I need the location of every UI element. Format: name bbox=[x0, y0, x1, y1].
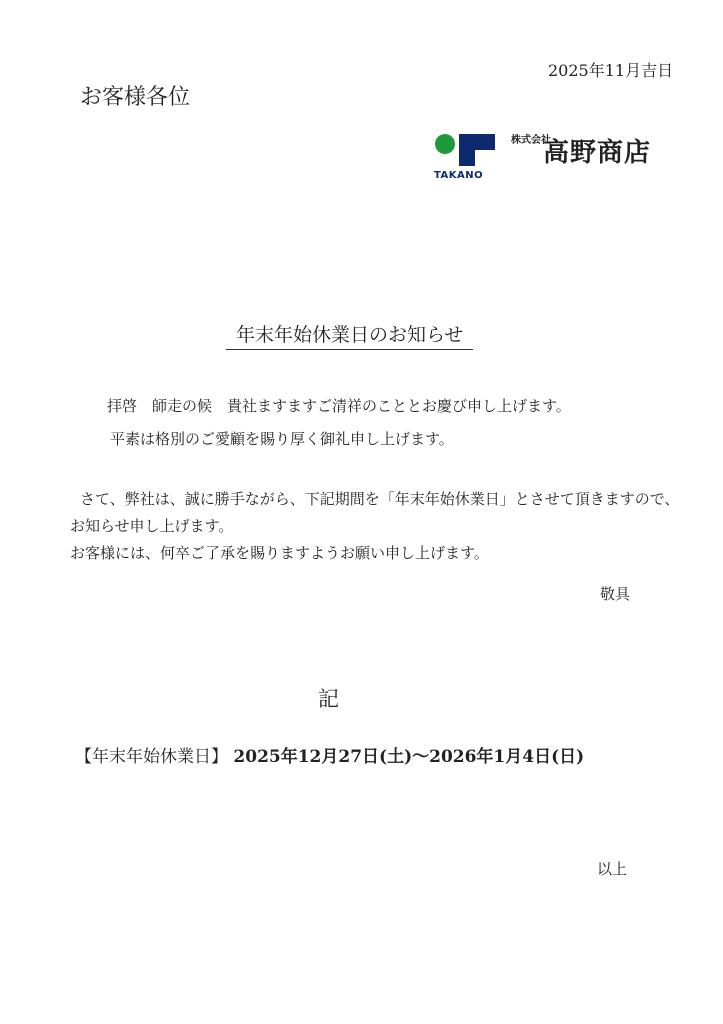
takano-logo-icon bbox=[433, 131, 497, 183]
letter-date: 2025年11月吉日 bbox=[548, 61, 674, 80]
body-line-3: お客様には、何卒ご了承を賜りますようお願い申し上げます。 bbox=[70, 544, 489, 562]
holiday-period bbox=[75, 742, 584, 767]
greeting-paragraph: 拝啓 師走の候 貴社ますますご清祥のこととお慶び申し上げます。 bbox=[107, 397, 571, 415]
letter-title: 年末年始休業日のお知らせ bbox=[226, 320, 473, 350]
logo-t-top-shape bbox=[459, 134, 495, 150]
logo-t-stem-shape bbox=[459, 149, 475, 166]
ki-heading: 記 bbox=[318, 687, 339, 711]
holiday-dates: 2025年12月27日(土)～2026年1月4日(日) bbox=[233, 747, 585, 767]
logo-circle-shape bbox=[435, 134, 455, 154]
thanks-paragraph: 平素は格別のご愛顧を賜り厚く御礼申し上げます。 bbox=[110, 430, 454, 448]
logo-mark-text: TAKANO bbox=[434, 170, 484, 181]
holiday-label: 【年末年始休業日】 bbox=[75, 747, 228, 767]
end-ijo: 以上 bbox=[597, 860, 628, 878]
body-line-1: さて、弊社は、誠に勝手ながら、下記期間を「年末年始休業日」とさせて頂きますので、 bbox=[80, 490, 680, 508]
addressee: お客様各位 bbox=[80, 85, 191, 110]
body-line-2: お知らせ申し上げます。 bbox=[70, 517, 234, 535]
company-type: 株式会社 bbox=[511, 135, 551, 146]
company-logo bbox=[433, 131, 683, 183]
closing-keigu: 敬具 bbox=[600, 585, 631, 603]
company-name: 高野商店 bbox=[543, 138, 652, 168]
